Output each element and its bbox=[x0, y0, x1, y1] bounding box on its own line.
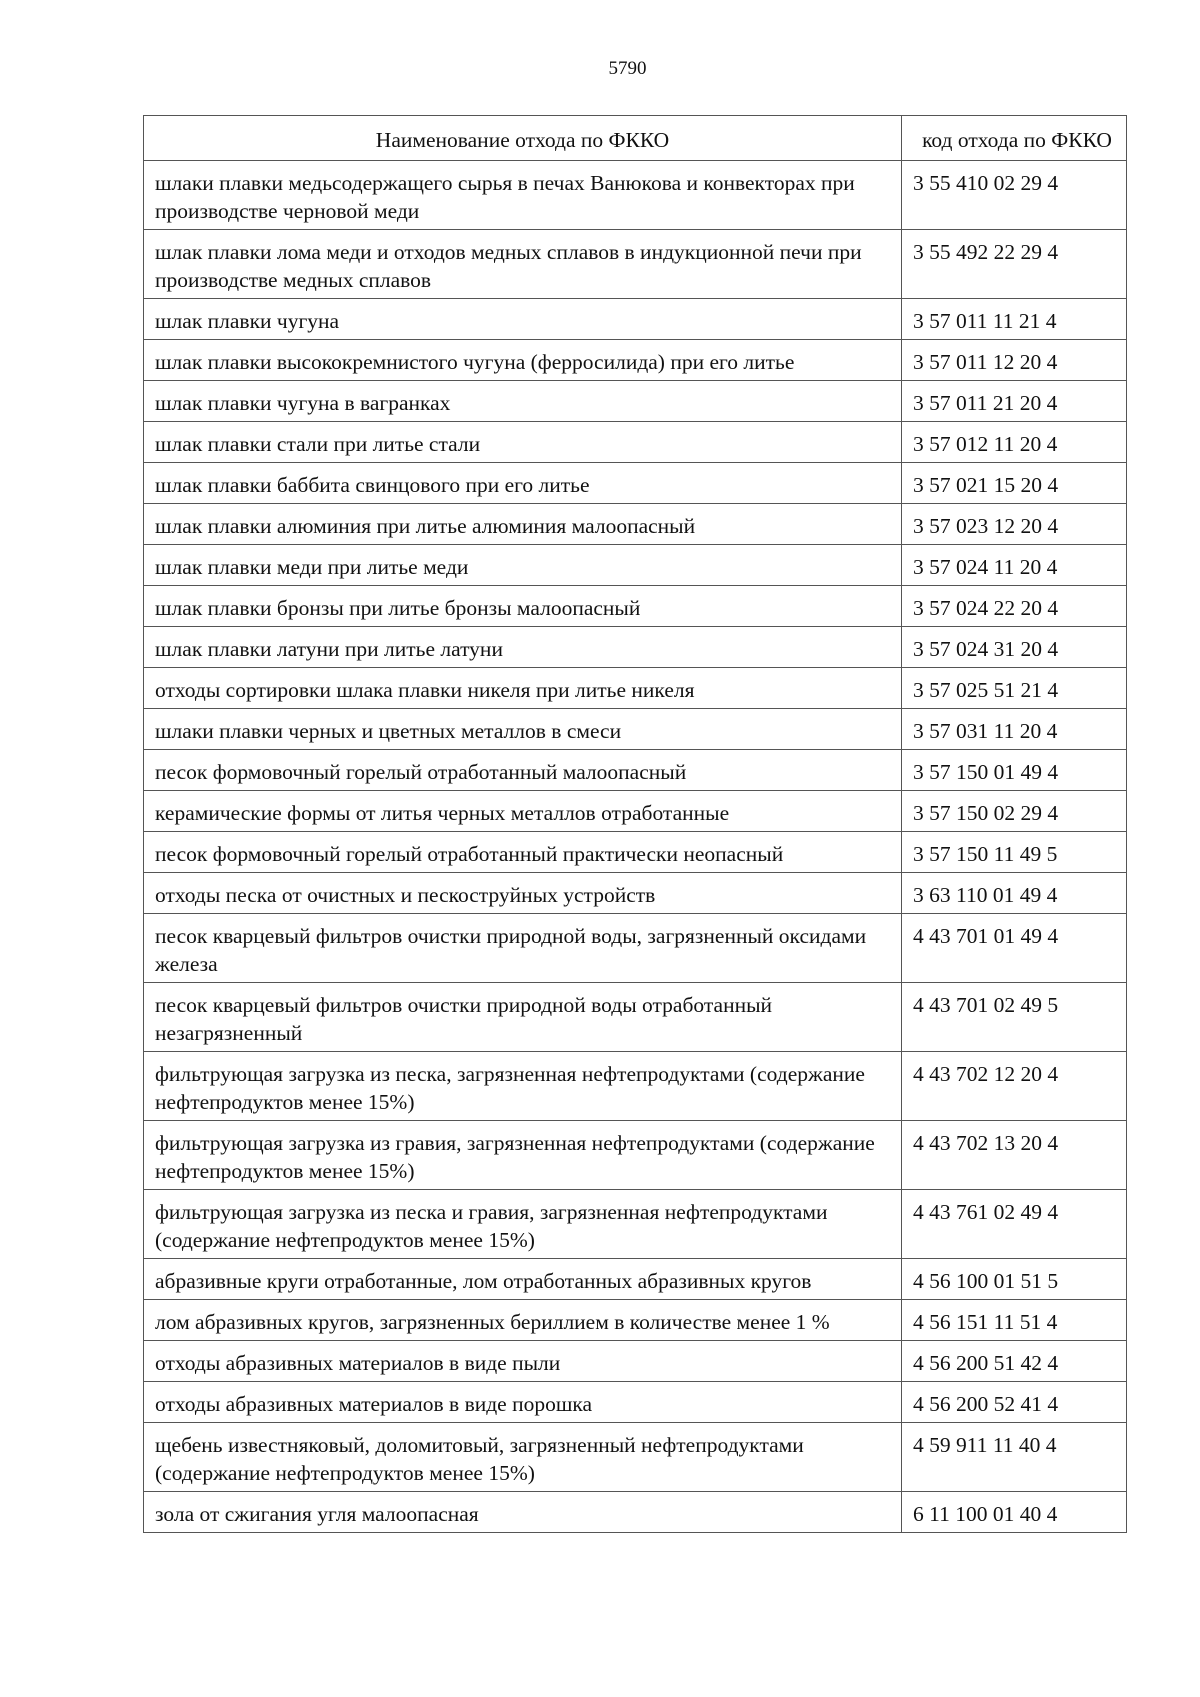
waste-code-cell: 3 57 012 11 20 4 bbox=[902, 422, 1127, 463]
waste-code-cell: 3 57 025 51 21 4 bbox=[902, 668, 1127, 709]
table-body bbox=[144, 161, 1127, 1533]
table-row bbox=[144, 668, 1127, 709]
table-row bbox=[144, 504, 1127, 545]
waste-name-cell: шлак плавки стали при литье стали bbox=[144, 422, 902, 463]
waste-name-cell: шлак плавки меди при литье меди bbox=[144, 545, 902, 586]
waste-code-cell: 4 43 702 12 20 4 bbox=[902, 1052, 1127, 1121]
waste-name-cell: керамические формы от литья черных металлов отработанные bbox=[144, 791, 902, 832]
table-row bbox=[144, 1190, 1127, 1259]
table-row bbox=[144, 750, 1127, 791]
table-row bbox=[144, 1423, 1127, 1492]
waste-code-cell: 3 57 024 11 20 4 bbox=[902, 545, 1127, 586]
waste-name-cell: шлак плавки алюминия при литье алюминия малоопасный bbox=[144, 504, 902, 545]
waste-name-cell: шлаки плавки медьсодержащего сырья в печах Ванюкова и конвекторах при производстве черновой меди bbox=[144, 161, 902, 230]
table-row bbox=[144, 983, 1127, 1052]
waste-code-cell: 3 57 011 12 20 4 bbox=[902, 340, 1127, 381]
waste-code-cell: 4 56 200 51 42 4 bbox=[902, 1341, 1127, 1382]
waste-code-cell: 4 56 100 01 51 5 bbox=[902, 1259, 1127, 1300]
waste-name-cell: шлак плавки чугуна bbox=[144, 299, 902, 340]
waste-name-cell: щебень известняковый, доломитовый, загрязненный нефтепродуктами (содержание нефтепродуктов менее 15%) bbox=[144, 1423, 902, 1492]
table-row bbox=[144, 1492, 1127, 1533]
waste-code-cell: 3 57 023 12 20 4 bbox=[902, 504, 1127, 545]
table-row bbox=[144, 463, 1127, 504]
waste-name-cell: зола от сжигания угля малоопасная bbox=[144, 1492, 902, 1533]
waste-name-cell: шлак плавки бронзы при литье бронзы малоопасный bbox=[144, 586, 902, 627]
waste-code-table bbox=[143, 115, 1127, 1533]
waste-name-cell: шлак плавки латуни при литье латуни bbox=[144, 627, 902, 668]
table-row bbox=[144, 381, 1127, 422]
table-row bbox=[144, 627, 1127, 668]
waste-name-cell: песок кварцевый фильтров очистки природной воды отработанный незагрязненный bbox=[144, 983, 902, 1052]
waste-name-cell: отходы абразивных материалов в виде пыли bbox=[144, 1341, 902, 1382]
waste-code-cell: 3 57 150 02 29 4 bbox=[902, 791, 1127, 832]
waste-name-cell: шлак плавки высококремнистого чугуна (ферросилида) при его литье bbox=[144, 340, 902, 381]
table-row bbox=[144, 873, 1127, 914]
waste-name-cell: лом абразивных кругов, загрязненных бериллием в количестве менее 1 % bbox=[144, 1300, 902, 1341]
table-row bbox=[144, 586, 1127, 627]
waste-name-cell: шлаки плавки черных и цветных металлов в смеси bbox=[144, 709, 902, 750]
page-number: 5790 bbox=[608, 58, 647, 79]
waste-code-cell: 3 57 011 21 20 4 bbox=[902, 381, 1127, 422]
waste-code-cell: 6 11 100 01 40 4 bbox=[902, 1492, 1127, 1533]
header-waste-name: Наименование отхода по ФККО bbox=[144, 116, 902, 161]
waste-name-cell: песок кварцевый фильтров очистки природной воды, загрязненный оксидами железа bbox=[144, 914, 902, 983]
waste-name-cell: отходы песка от очистных и пескоструйных устройств bbox=[144, 873, 902, 914]
waste-code-cell: 4 56 200 52 41 4 bbox=[902, 1382, 1127, 1423]
waste-name-cell: песок формовочный горелый отработанный практически неопасный bbox=[144, 832, 902, 873]
waste-code-cell: 4 56 151 11 51 4 bbox=[902, 1300, 1127, 1341]
table-row bbox=[144, 230, 1127, 299]
table-row bbox=[144, 161, 1127, 230]
table-row bbox=[144, 299, 1127, 340]
waste-code-cell: 3 57 021 15 20 4 bbox=[902, 463, 1127, 504]
waste-code-cell: 3 55 492 22 29 4 bbox=[902, 230, 1127, 299]
table-row bbox=[144, 1121, 1127, 1190]
waste-code-cell: 3 55 410 02 29 4 bbox=[902, 161, 1127, 230]
table-row bbox=[144, 1382, 1127, 1423]
waste-name-cell: фильтрующая загрузка из гравия, загрязненная нефтепродуктами (содержание нефтепродуктов менее 15%) bbox=[144, 1121, 902, 1190]
table-row bbox=[144, 914, 1127, 983]
table-row bbox=[144, 1259, 1127, 1300]
table-row bbox=[144, 791, 1127, 832]
waste-code-cell: 3 57 011 11 21 4 bbox=[902, 299, 1127, 340]
waste-code-cell: 3 63 110 01 49 4 bbox=[902, 873, 1127, 914]
waste-name-cell: фильтрующая загрузка из песка, загрязненная нефтепродуктами (содержание нефтепродуктов менее 15%) bbox=[144, 1052, 902, 1121]
table-row bbox=[144, 1052, 1127, 1121]
waste-code-cell: 4 43 702 13 20 4 bbox=[902, 1121, 1127, 1190]
table-row bbox=[144, 709, 1127, 750]
header-waste-code: код отхода по ФККО bbox=[902, 116, 1127, 161]
waste-code-cell: 3 57 150 01 49 4 bbox=[902, 750, 1127, 791]
table-row bbox=[144, 422, 1127, 463]
table-row bbox=[144, 1300, 1127, 1341]
waste-name-cell: отходы сортировки шлака плавки никеля при литье никеля bbox=[144, 668, 902, 709]
waste-code-cell: 4 43 701 01 49 4 bbox=[902, 914, 1127, 983]
waste-code-cell: 4 59 911 11 40 4 bbox=[902, 1423, 1127, 1492]
waste-name-cell: отходы абразивных материалов в виде порошка bbox=[144, 1382, 902, 1423]
waste-code-cell: 3 57 031 11 20 4 bbox=[902, 709, 1127, 750]
waste-code-cell: 3 57 024 22 20 4 bbox=[902, 586, 1127, 627]
table-row bbox=[144, 545, 1127, 586]
waste-name-cell: шлак плавки чугуна в вагранках bbox=[144, 381, 902, 422]
table-header-row bbox=[144, 116, 1127, 161]
waste-code-cell: 4 43 701 02 49 5 bbox=[902, 983, 1127, 1052]
waste-name-cell: шлак плавки баббита свинцового при его литье bbox=[144, 463, 902, 504]
waste-name-cell: шлак плавки лома меди и отходов медных сплавов в индукционной печи при производстве медных сплавов bbox=[144, 230, 902, 299]
waste-code-cell: 3 57 150 11 49 5 bbox=[902, 832, 1127, 873]
table-row bbox=[144, 832, 1127, 873]
waste-name-cell: песок формовочный горелый отработанный малоопасный bbox=[144, 750, 902, 791]
table-row bbox=[144, 340, 1127, 381]
waste-code-cell: 4 43 761 02 49 4 bbox=[902, 1190, 1127, 1259]
waste-code-cell: 3 57 024 31 20 4 bbox=[902, 627, 1127, 668]
waste-name-cell: абразивные круги отработанные, лом отработанных абразивных кругов bbox=[144, 1259, 902, 1300]
waste-name-cell: фильтрующая загрузка из песка и гравия, загрязненная нефтепродуктами (содержание нефтепродуктов менее 15%) bbox=[144, 1190, 902, 1259]
table-row bbox=[144, 1341, 1127, 1382]
